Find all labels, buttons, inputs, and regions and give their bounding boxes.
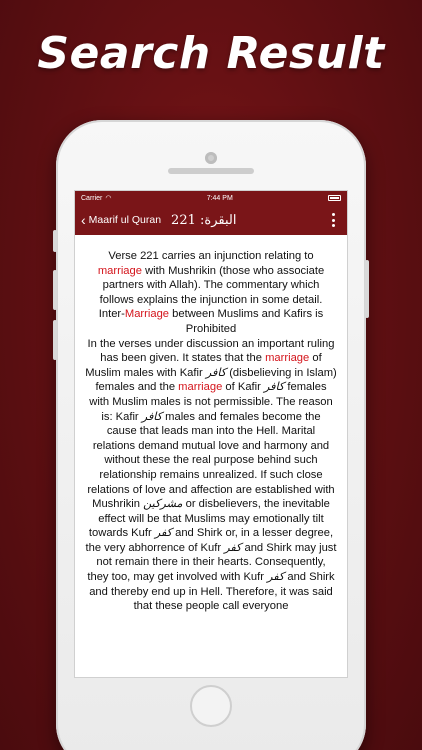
volume-down-button [53, 320, 57, 360]
home-button[interactable] [190, 685, 232, 727]
urdu-term: کافر [141, 409, 163, 423]
search-highlight: Marriage [124, 308, 170, 321]
status-time: 7:44 PM [206, 194, 233, 202]
mute-switch [53, 230, 57, 252]
headline: Search Result [37, 28, 385, 79]
text-run: females with Muslim males is not permissible. The reason is: Kafir [89, 381, 333, 423]
wifi-icon: ◠ [105, 195, 112, 202]
chevron-left-icon[interactable]: ‹ [81, 212, 86, 228]
urdu-term: کفر [267, 570, 285, 584]
commentary-text [75, 235, 347, 614]
text-run: between Muslims and Kafirs is Prohibited [169, 308, 324, 335]
navigation-bar [75, 205, 347, 235]
text-run: and Shirk may just not remain there in their hearts. Consequently, they too, may get involved with Kufr [87, 541, 337, 584]
text-run: and Shirk or, in a lesser degree, the very abhorrence of Kufr [85, 527, 334, 554]
urdu-term: مشرکین [143, 497, 183, 511]
urdu-term: کفر [224, 540, 242, 554]
text-run: of Muslim males with Kafir [85, 352, 322, 379]
battery-icon [328, 195, 341, 201]
page-title: البقرة: 221 [171, 212, 237, 228]
speaker-grille [168, 168, 254, 174]
section-heading [85, 307, 337, 336]
phone-frame [56, 120, 366, 750]
text-run: Verse 221 carries an injunction relating to [108, 250, 314, 262]
carrier-label: Carrier [81, 194, 103, 202]
ruling-paragraph [85, 337, 337, 614]
text-run: of Kafir [222, 381, 264, 394]
camera-icon [205, 152, 217, 164]
volume-up-button [53, 270, 57, 310]
status-bar [75, 191, 347, 205]
search-highlight: marriage [265, 352, 310, 365]
text-run: or disbelievers, the inevitable effect will be that Muslims may emotionally tilt towards Kufr [88, 498, 330, 540]
text-run: males and females become the cause that leads man into the Hell. Marital relations demand mutual love and harmony and without these the real purpose behind such relationship remains unrealized. If such close relations of love and affection are established with Mushrikin [87, 410, 335, 511]
text-run: Inter- [98, 308, 125, 321]
more-vertical-icon[interactable] [332, 213, 335, 227]
search-highlight: marriage [97, 264, 142, 277]
text-run: with Mushrikin (those who associate partners with Allah). The commentary which follows explains the injunction in some detail. [99, 264, 325, 306]
urdu-term: کفر [154, 526, 172, 540]
text-run: and Shirk and thereby end up in Hell. Therefore, it was said that these people call everyone [89, 571, 335, 613]
text-run: (disbelieving in Islam) females and the [95, 366, 337, 394]
app-screen [74, 190, 348, 678]
urdu-term: کافر [205, 365, 227, 379]
power-button [365, 260, 369, 318]
intro-paragraph [85, 249, 337, 307]
back-button[interactable]: Maarif ul Quran [88, 214, 162, 226]
text-run: In the verses under discussion an important ruling has been given. It states that the [87, 337, 335, 365]
search-highlight: marriage [178, 381, 223, 394]
urdu-term: کافر [264, 380, 285, 394]
